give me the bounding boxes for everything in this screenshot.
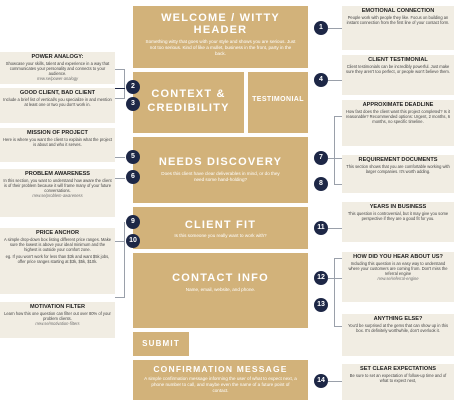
contact-info-section [133, 253, 308, 328]
note-link[interactable]: rrew.se/motivation-filters [35, 321, 80, 326]
note-body: This question is controversial, but it may give you some perspective if they are a good fit for you. [347, 211, 449, 221]
credibility-title-line1: CONTEXT & [151, 88, 226, 100]
step-badge-2: 2 [126, 80, 140, 94]
welcome-title: WELCOME / WITTY HEADER [161, 12, 280, 36]
note-link[interactable]: rrew.se/problem-awareness [32, 193, 83, 198]
connector-line [328, 80, 342, 81]
note-body-example: eg. If you won't work for less than $3k and want $5k jobs, offer price ranges starting at $3k, $5k, $10k. [5, 254, 110, 264]
note-set-clear-expectations [342, 364, 454, 400]
connector-line [334, 258, 342, 259]
note-price-anchor [0, 228, 115, 294]
note-body: Client testimonials can be incredibly powerful. Just make sure they aren't too perfect, or people won't believe them. [346, 64, 450, 74]
client-fit-title: CLIENT FIT [184, 219, 257, 231]
step-badge-1: 1 [314, 21, 328, 35]
note-approximate-deadline [342, 100, 454, 146]
connector-line [328, 278, 342, 279]
note-body: Include a brief list of vertical/s you specialize in and mention at least one or two you don't work in. [3, 97, 112, 107]
step-badge-14: 14 [314, 374, 328, 388]
connector-line [328, 28, 342, 29]
note-title: REQUIREMENT DOCUMENTS [358, 157, 438, 163]
note-body: People work with people they like. Focus on building an instant connection from the first line of your contact form. [346, 15, 450, 25]
connector-line [328, 158, 342, 159]
connector-line [124, 222, 125, 298]
contact-info-title: CONTACT INFO [172, 272, 269, 284]
step-badge-9: 9 [126, 215, 140, 229]
connector-line [334, 258, 335, 326]
note-title: EMOTIONAL CONNECTION [361, 8, 435, 14]
connector-line [115, 98, 125, 99]
connector-line [115, 297, 125, 298]
note-body: You'd be surprised at the gems that can show up in this box. It's definitely worthwhile, don't overlook it. [347, 323, 449, 333]
note-body: How fast does the client want this project completed? Is it reasonable? Recommended options: Urgent, 2 months, 6 months, no specific timeline. [346, 109, 450, 124]
connector-line [124, 69, 125, 99]
step-badge-6: 6 [126, 170, 140, 184]
client-fit-body: Is this someone you really want to work with? [174, 233, 267, 238]
testimonial-section [248, 72, 308, 133]
note-title: YEARS IN BUSINESS [369, 204, 427, 210]
step-badge-3: 3 [126, 97, 140, 111]
connector-line [334, 116, 335, 184]
confirmation-section [133, 360, 308, 400]
note-body: In this section, you want to understand how aware the client is of their problem because it will frame many of your future conversations. [3, 178, 112, 193]
connector-line [328, 381, 342, 382]
note-power-analogy [0, 52, 115, 84]
note-title: MISSION OF PROJECT [27, 130, 88, 136]
submit-label: SUBMIT [142, 339, 180, 348]
note-title: PRICE ANCHOR [36, 230, 79, 236]
connector-line [115, 157, 125, 158]
note-problem-awareness [0, 169, 115, 217]
step-badge-5: 5 [126, 150, 140, 164]
note-mission-of-project [0, 128, 115, 162]
note-anything-else [342, 314, 454, 356]
step-badge-10: 10 [126, 234, 140, 248]
note-title: PROBLEM AWARENESS [24, 171, 91, 177]
connector-line [334, 184, 342, 185]
note-body: This section shows that you are comfortable working with larger companies. It's worth adding. [346, 164, 450, 174]
note-title: CLIENT TESTIMONIAL [368, 57, 428, 63]
step-badge-4: 4 [314, 73, 328, 87]
note-body: A simple drop-down box listing different price ranges. Make sure the lowest is above your ideal minimum and the highest is outside your comfort zone. [3, 237, 112, 252]
note-title: APPROXIMATE DEADLINE [362, 102, 434, 108]
step-badge-8: 8 [314, 177, 328, 191]
note-client-testimonial [342, 55, 454, 95]
connector-line [115, 178, 125, 179]
connector-line [334, 326, 342, 327]
client-fit-section [133, 207, 308, 249]
note-good-client-bad-client [0, 88, 115, 123]
step-badge-7: 7 [314, 151, 328, 165]
note-title: MOTIVATION FILTER [30, 304, 85, 310]
credibility-section [133, 72, 244, 133]
note-link[interactable]: rrew.se/referral-engine [377, 276, 419, 281]
note-title: POWER ANALOGY: [31, 54, 84, 60]
note-years-in-business [342, 202, 454, 242]
note-title: SET CLEAR EXPECTATIONS [360, 366, 436, 372]
note-requirement-documents [342, 155, 454, 193]
note-body: Be sure to set an expectation of follow-up time and of what to expect next, [349, 373, 447, 383]
contact-info-body: Name, email, website, and phone. [185, 287, 256, 292]
note-how-did-you-hear [342, 252, 454, 302]
confirmation-title: CONFIRMATION MESSAGE [153, 364, 288, 374]
confirmation-body: A simple confirmation message informing the user of what to expect next, a phone number to call, and maybe even the name of a future point of contact. [144, 376, 297, 393]
note-title: ANYTHING ELSE? [373, 316, 423, 322]
note-body: Showcase your skills, talent and experience in a way that communicates your personality and connects to your audience. [5, 61, 110, 76]
step-badge-13: 13 [314, 298, 328, 312]
connector-line [334, 116, 342, 117]
note-link[interactable]: rrew.se/power-analogy [36, 76, 79, 81]
note-title: GOOD CLIENT, BAD CLIENT [19, 90, 96, 96]
step-badge-11: 11 [314, 221, 328, 235]
connector-line [328, 228, 342, 229]
needs-discovery-section [133, 137, 308, 203]
note-motivation-filter [0, 302, 115, 338]
credibility-title-line2: CREDIBILITY [147, 102, 230, 114]
note-title: HOW DID YOU HEAR ABOUT US? [353, 254, 443, 260]
welcome-section [133, 6, 308, 68]
note-body: Learn how this one question can filter out over 80% of your problem clients. [4, 311, 111, 321]
step-badge-12: 12 [314, 271, 328, 285]
welcome-body: Something witty that goes with your style and shows you are serious. Just not too serious. Kind of like a mullet, business in the front, party in the back. [145, 39, 296, 56]
note-body: Here is where you want the client to explain what the project is about and who it serves. [3, 137, 112, 147]
testimonial-title: TESTIMONIAL [252, 96, 304, 103]
note-body: Including this question is an easy way to understand where your customers are coming from. Don't miss the referral engine [348, 261, 448, 276]
note-emotional-connection [342, 6, 454, 50]
needs-discovery-body: Does this client have clear deliverables in mind, or do they need some hand-holding? [161, 171, 280, 182]
connector-line [115, 88, 125, 89]
needs-discovery-title: NEEDS DISCOVERY [158, 156, 283, 168]
submit-button[interactable] [133, 332, 189, 356]
